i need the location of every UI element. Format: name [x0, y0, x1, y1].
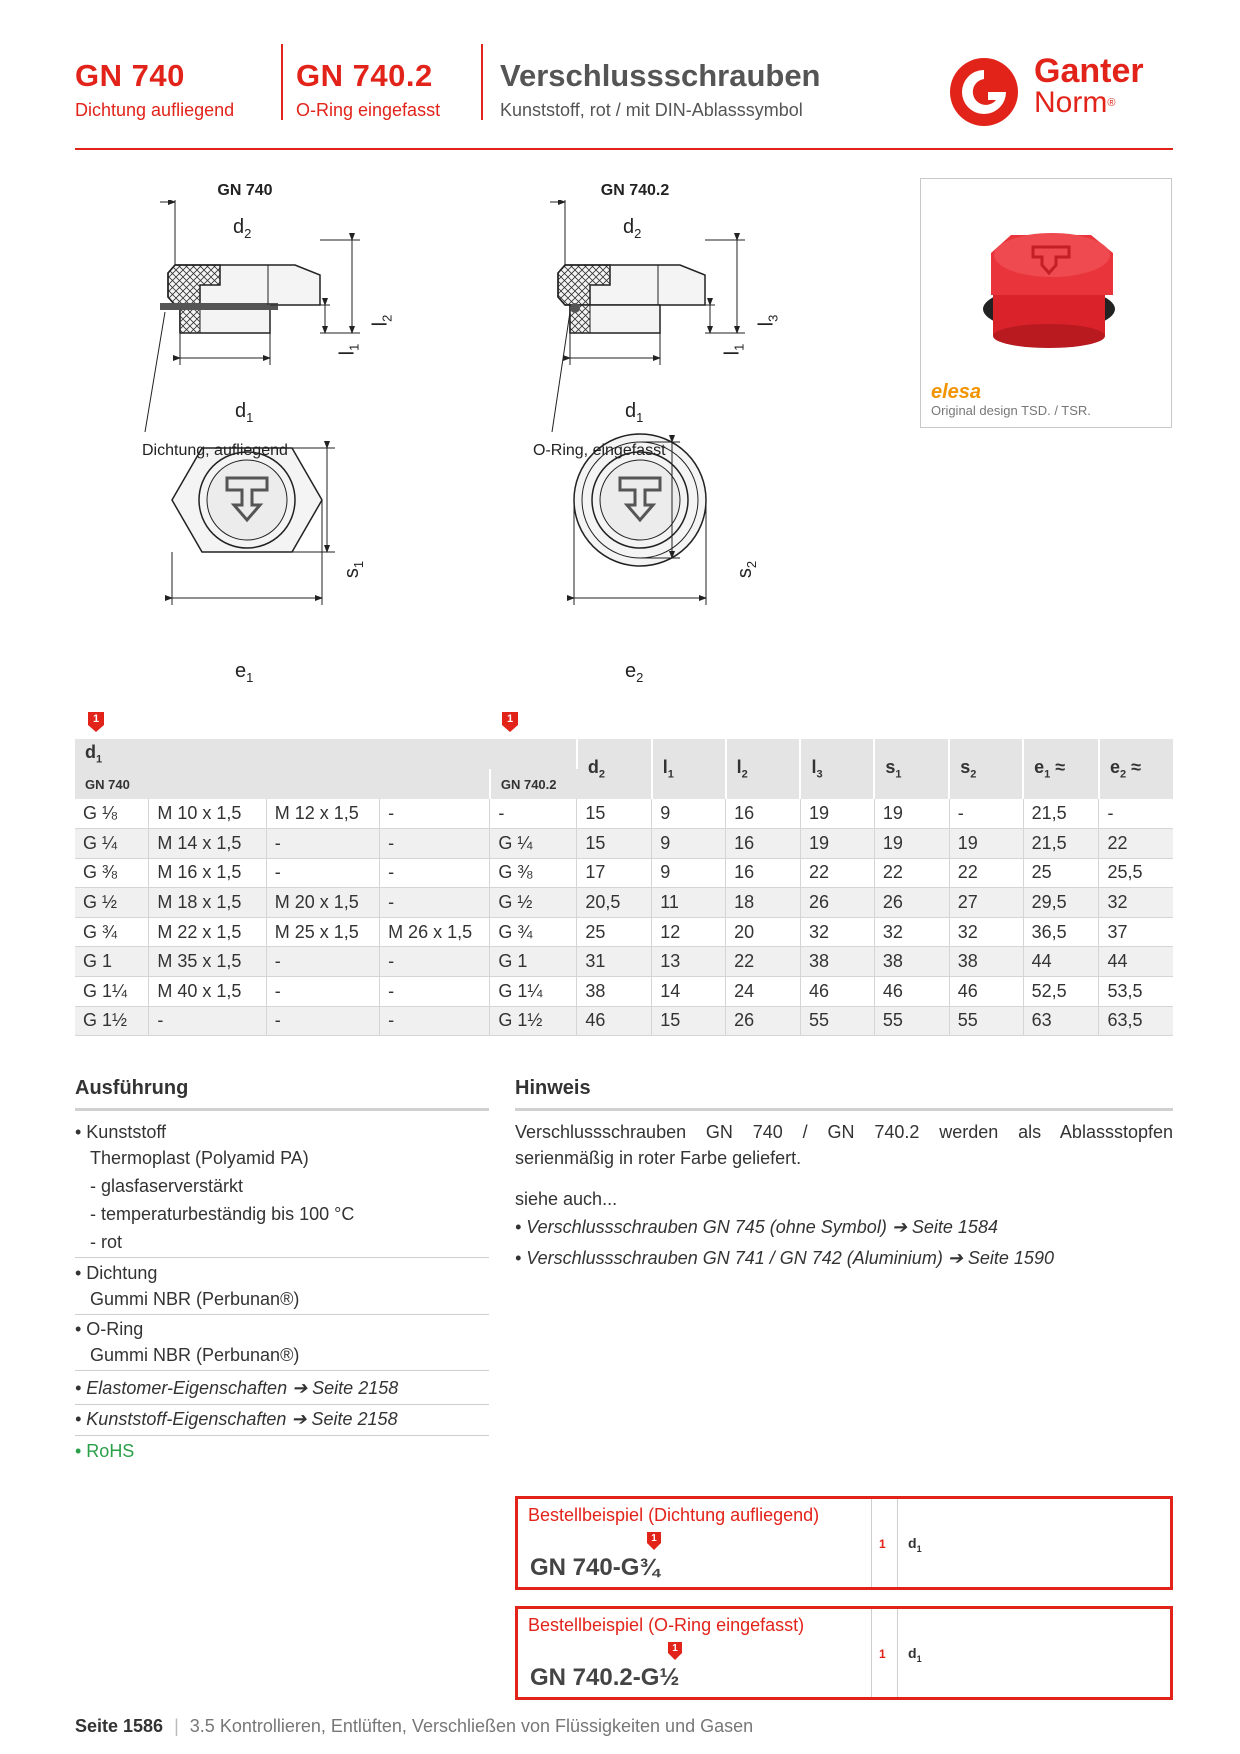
table-cell: 38 [800, 947, 874, 977]
hinweis-text: Verschlussschrauben GN 740 / GN 740.2 werden als Ablassstopfen [515, 1122, 1173, 1142]
table-cell: M 16 x 1,5 [149, 858, 266, 888]
table-cell: G ⅜ [75, 858, 149, 888]
table-cell: 20,5 [577, 888, 652, 918]
table-cell: M 35 x 1,5 [149, 947, 266, 977]
hinweis-text: serienmäßig in roter Farbe geliefert. [515, 1148, 802, 1168]
th-gn740: GN 740 [75, 769, 490, 799]
table-cell: - [380, 829, 490, 859]
table-cell: 37 [1099, 917, 1173, 947]
table-row [75, 799, 1173, 829]
table-cell: 19 [800, 799, 874, 829]
th-col: $l_2$ [726, 739, 801, 799]
table-cell: M 12 x 1,5 [266, 799, 379, 829]
page-title: Verschlussschrauben [500, 58, 821, 93]
page-subtitle: Kunststoff, rot / mit DIN-Ablasssymbol [500, 100, 803, 120]
logo-text-ganter: Ganter [1034, 52, 1144, 90]
table-cell: - [380, 888, 490, 918]
table-cell: - [490, 799, 577, 829]
dim-e2: $e_2$ [625, 660, 644, 685]
order-key-num: 1 [879, 1647, 886, 1661]
table-cell: G ⅛ [75, 799, 149, 829]
link-gn741[interactable]: • Verschlussschrauben GN 741 / GN 742 (Aluminium) ➔ Seite 1590 [515, 1248, 1054, 1268]
table-cell: 15 [577, 829, 652, 859]
table-cell: 55 [874, 1006, 949, 1036]
table-cell: 32 [874, 917, 949, 947]
ausf-line: Thermoplast (Polyamid PA) [90, 1148, 309, 1168]
drawing-title-gn740: GN 740 [217, 182, 273, 199]
table-cell: M 10 x 1,5 [149, 799, 266, 829]
drawing-caption-left: Dichtung, aufliegend [142, 442, 288, 459]
side-view-gn740 [145, 200, 360, 432]
rohs-label: • RoHS [75, 1441, 135, 1461]
dim-l2-left: $l_2$ [369, 314, 395, 327]
ausf-line: - glasfaserverstärkt [90, 1176, 244, 1196]
table-cell: 9 [652, 799, 726, 829]
table-cell: M 20 x 1,5 [266, 888, 379, 918]
ausf-line: • Dichtung [75, 1263, 158, 1283]
see-also-label: siehe auch... [515, 1189, 618, 1209]
table-cell: 20 [726, 917, 801, 947]
spec-table [75, 739, 1173, 1036]
table-cell: 38 [949, 947, 1023, 977]
page-number: Seite 1586 [75, 1716, 164, 1736]
ausf-line: - temperaturbeständig bis 100 °C [90, 1204, 355, 1224]
th-col: $l_1$ [652, 739, 726, 799]
section-rule [75, 1108, 489, 1111]
table-row [75, 858, 1173, 888]
table-cell: 55 [800, 1006, 874, 1036]
table-cell: 25 [1023, 858, 1099, 888]
table-cell: 46 [874, 977, 949, 1007]
table-cell: 21,5 [1023, 829, 1099, 859]
elesa-logo: elesa [931, 381, 982, 403]
table-row [75, 977, 1173, 1007]
divider [75, 1257, 489, 1258]
table-cell: G ¾ [490, 917, 577, 947]
order-label: Bestellbeispiel (Dichtung aufliegend) [528, 1505, 820, 1525]
table-cell: 14 [652, 977, 726, 1007]
divider [75, 1435, 489, 1436]
chapter-title: 3.5 Kontrollieren, Entlüften, Verschließen von Flüssigkeiten und Gasen [189, 1716, 754, 1736]
table-cell: G 1¼ [75, 977, 149, 1007]
table-cell: G ¾ [75, 917, 149, 947]
table-cell: G 1 [75, 947, 149, 977]
divider [75, 1404, 489, 1405]
table-cell: 22 [800, 858, 874, 888]
order-code: GN 740.2-G½ [530, 1664, 680, 1691]
th-col: $d_2$ [577, 739, 652, 799]
ausf-line: Gummi NBR (Perbunan®) [90, 1345, 300, 1365]
table-cell: 26 [726, 1006, 801, 1036]
product-sub-gn7402: O-Ring eingefasst [296, 100, 441, 120]
table-cell: G ⅜ [490, 858, 577, 888]
table-cell: M 26 x 1,5 [380, 917, 490, 947]
table-cell: 22 [874, 858, 949, 888]
table-cell: 11 [652, 888, 726, 918]
table-cell: G 1½ [490, 1006, 577, 1036]
table-cell: 9 [652, 858, 726, 888]
table-cell: 15 [577, 799, 652, 829]
table-cell: 46 [800, 977, 874, 1007]
table-cell: 32 [800, 917, 874, 947]
table-cell: 16 [726, 858, 801, 888]
product-code-gn7402: GN 740.2 [296, 58, 433, 93]
marker-icon: 1 [646, 1531, 662, 1551]
side-view-gn7402 [550, 200, 745, 432]
th-col: $e_2$ ≈ [1099, 739, 1173, 799]
dim-d1-left: $d_1$ [235, 400, 254, 425]
table-cell: 26 [874, 888, 949, 918]
header-rule [75, 148, 1173, 150]
top-view-gn740 [172, 448, 335, 605]
divider [871, 1609, 872, 1697]
table-row [75, 829, 1173, 859]
divider [75, 1370, 489, 1371]
table-cell: - [266, 829, 379, 859]
table-cell: M 22 x 1,5 [149, 917, 266, 947]
drawing-caption-right: O-Ring, eingefasst [533, 442, 666, 459]
table-cell: G ¼ [490, 829, 577, 859]
dim-l1-right: $l_1$ [721, 343, 747, 356]
table-cell: 22 [726, 947, 801, 977]
dim-s1: $s_1$ [341, 560, 367, 579]
table-cell: - [266, 947, 379, 977]
th-col: $l_3$ [800, 739, 874, 799]
table-cell: - [266, 1006, 379, 1036]
footer-separator: | [174, 1716, 179, 1736]
table-cell: - [380, 799, 490, 829]
table-cell: 18 [726, 888, 801, 918]
table-cell: M 25 x 1,5 [266, 917, 379, 947]
product-photo [920, 178, 1172, 428]
order-example-1 [515, 1496, 1173, 1590]
dim-s2: $s_2$ [734, 560, 760, 579]
ausf-line: • Kunststoff [75, 1122, 167, 1142]
order-key: $d_1$ [908, 1535, 922, 1554]
th-col: $s_1$ [874, 739, 949, 799]
table-cell: 19 [800, 829, 874, 859]
section-title-hinweis: Hinweis [515, 1077, 591, 1099]
table-cell: 31 [577, 947, 652, 977]
table-cell: - [380, 947, 490, 977]
th-d1: $d_1$ [75, 739, 577, 769]
table-cell: 38 [874, 947, 949, 977]
table-cell: G ½ [75, 888, 149, 918]
section-rule [515, 1108, 1173, 1111]
dim-d2-right: $d_2$ [623, 216, 642, 241]
link-elastomer[interactable]: • Elastomer-Eigenschaften ➔ Seite 2158 [75, 1378, 399, 1398]
table-cell: 12 [652, 917, 726, 947]
table-cell: 63,5 [1099, 1006, 1173, 1036]
table-row [75, 917, 1173, 947]
table-cell: 13 [652, 947, 726, 977]
divider [897, 1609, 898, 1697]
order-example-2 [515, 1606, 1173, 1700]
header-divider [481, 44, 483, 120]
table-cell: - [149, 1006, 266, 1036]
table-cell: 44 [1023, 947, 1099, 977]
table-cell: 15 [652, 1006, 726, 1036]
logo-text-norm: Norm® [1034, 86, 1116, 119]
table-cell: 27 [949, 888, 1023, 918]
order-key-num: 1 [879, 1537, 886, 1551]
footer [75, 1716, 753, 1737]
table-cell: 22 [949, 858, 1023, 888]
table-cell: - [1099, 799, 1173, 829]
table-cell: M 14 x 1,5 [149, 829, 266, 859]
table-cell: G ¼ [75, 829, 149, 859]
table-cell: 16 [726, 799, 801, 829]
table-cell: 44 [1099, 947, 1173, 977]
section-title-ausfuehrung: Ausführung [75, 1077, 189, 1099]
drawing-title-gn7402: GN 740.2 [600, 182, 670, 199]
th-gn7402: GN 740.2 [490, 769, 577, 799]
table-cell: 17 [577, 858, 652, 888]
link-kunststoff[interactable]: • Kunststoff-Eigenschaften ➔ Seite 2158 [75, 1409, 398, 1429]
ausf-line: - rot [90, 1232, 123, 1252]
link-gn745[interactable]: • Verschlussschrauben GN 745 (ohne Symbol) ➔ Seite 1584 [515, 1217, 998, 1237]
table-cell: 19 [874, 799, 949, 829]
order-key: $d_1$ [908, 1645, 922, 1664]
product-sub-gn740: Dichtung aufliegend [75, 100, 235, 120]
table-cell: 55 [949, 1006, 1023, 1036]
table-cell: 36,5 [1023, 917, 1099, 947]
order-label: Bestellbeispiel (O-Ring eingefasst) [528, 1615, 805, 1635]
table-cell: G 1½ [75, 1006, 149, 1036]
table-row [75, 1006, 1173, 1036]
photo-caption: Original design TSD. / TSR. [931, 403, 1091, 418]
table-cell: 63 [1023, 1006, 1099, 1036]
table-cell: G ½ [490, 888, 577, 918]
table-cell: 24 [726, 977, 801, 1007]
product-code-gn740: GN 740 [75, 58, 185, 93]
table-cell: M 40 x 1,5 [149, 977, 266, 1007]
table-cell: 53,5 [1099, 977, 1173, 1007]
th-col: $e_1$ ≈ [1023, 739, 1099, 799]
table-cell: 25 [577, 917, 652, 947]
table-cell: - [266, 858, 379, 888]
dim-l1-left: $l_1$ [336, 343, 362, 356]
table-cell: M 18 x 1,5 [149, 888, 266, 918]
table-cell: - [266, 977, 379, 1007]
dim-e1: $e_1$ [235, 660, 254, 685]
table-cell: 26 [800, 888, 874, 918]
table-cell: 38 [577, 977, 652, 1007]
table-cell: 29,5 [1023, 888, 1099, 918]
marker-icon: 1 [87, 711, 105, 733]
table-cell: G 1 [490, 947, 577, 977]
table-row [75, 947, 1173, 977]
table-cell: - [949, 799, 1023, 829]
table-cell: G 1¼ [490, 977, 577, 1007]
dim-d1-right: $d_1$ [625, 400, 644, 425]
table-cell: 32 [1099, 888, 1173, 918]
table-cell: - [380, 858, 490, 888]
ausf-line: Gummi NBR (Perbunan®) [90, 1289, 300, 1309]
ganter-logo-icon [948, 56, 1020, 128]
table-cell: 21,5 [1023, 799, 1099, 829]
table-cell: 46 [577, 1006, 652, 1036]
header-divider [281, 44, 283, 120]
table-cell: 52,5 [1023, 977, 1099, 1007]
divider [897, 1499, 898, 1587]
marker-icon: 1 [501, 711, 519, 733]
table-cell: 22 [1099, 829, 1173, 859]
th-col: $s_2$ [949, 739, 1023, 799]
table-cell: 19 [874, 829, 949, 859]
dim-l3-right: $l_3$ [755, 314, 781, 327]
divider [871, 1499, 872, 1587]
table-cell: 19 [949, 829, 1023, 859]
table-cell: - [380, 1006, 490, 1036]
table-cell: 32 [949, 917, 1023, 947]
dim-d2-left: $d_2$ [233, 216, 252, 241]
table-cell: 9 [652, 829, 726, 859]
marker-icon: 1 [667, 1641, 683, 1661]
table-cell: 25,5 [1099, 858, 1173, 888]
table-cell: - [380, 977, 490, 1007]
table-cell: 46 [949, 977, 1023, 1007]
table-cell: 16 [726, 829, 801, 859]
order-code: GN 740-G¾ [530, 1554, 660, 1581]
table-row [75, 888, 1173, 918]
product-image [921, 179, 1171, 379]
ausf-line: • O-Ring [75, 1319, 144, 1339]
divider [75, 1314, 489, 1315]
